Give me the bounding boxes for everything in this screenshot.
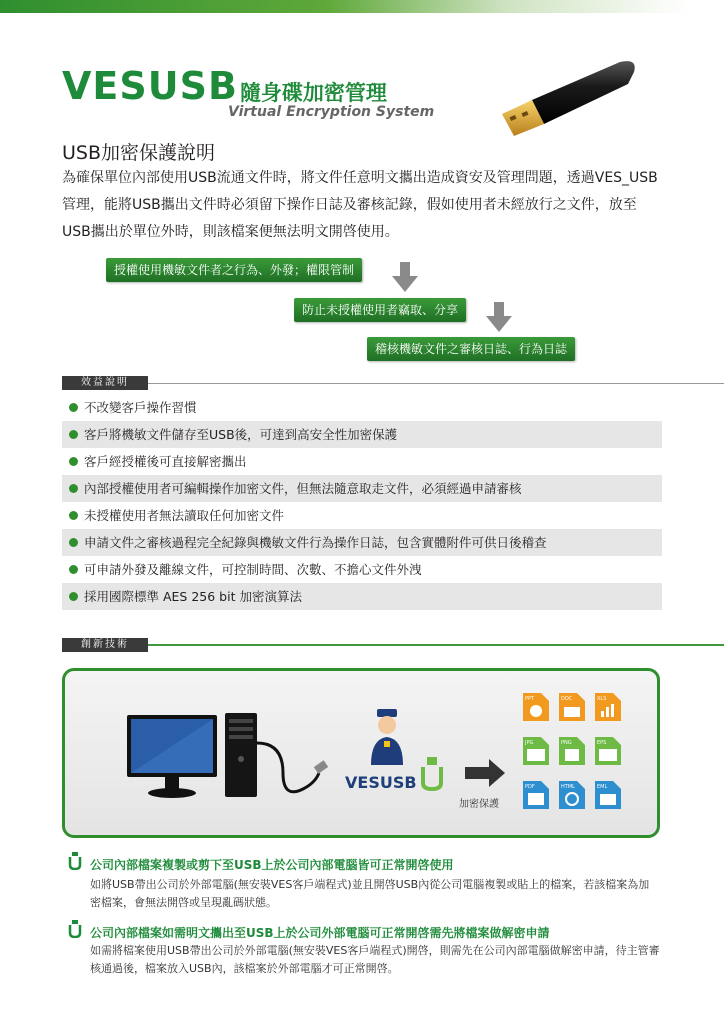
down-arrow-icon — [392, 262, 418, 292]
jpg-file-icon — [521, 735, 551, 767]
logo-tagline: Virtual Encryption System — [228, 104, 435, 120]
innovation-diagram — [62, 668, 660, 838]
bullet-icon — [69, 430, 78, 439]
list-item: 不改變客戶操作習慣 — [62, 394, 662, 421]
top-gradient-bar — [0, 0, 724, 13]
usb-drive-icon — [68, 852, 82, 870]
list-item: 客戶將機敏文件儲存至USB後，可達到高安全性加密保護 — [62, 421, 662, 448]
note-body-2: 如需將檔案使用USB帶出公司於外部電腦(無安裝VES客戶端程式)開啓，則需先在公司內部電腦做解密申請，待主管審核通過後，檔案放入USB內，該檔案於外部電腦才可正常開啓。 — [90, 944, 660, 975]
eml-file-icon — [593, 779, 623, 811]
svg-text:DOC: DOC — [561, 696, 573, 702]
list-item: 採用國際標準 AES 256 bit 加密演算法 — [62, 583, 662, 610]
list-item: 未授權使用者無法讀取任何加密文件 — [62, 502, 662, 529]
usb-drive-icon — [68, 920, 82, 938]
bullet-icon — [69, 538, 78, 547]
list-item: 可申請外發及離線文件，可控制時間、次數、不擔心文件外洩 — [62, 556, 662, 583]
vesusb-label: VESUSB — [345, 773, 417, 792]
bullet-icon — [69, 511, 78, 520]
down-arrow-icon — [486, 302, 512, 332]
svg-text:XLS: XLS — [597, 696, 607, 702]
list-item: 申請文件之審核過程完全紀錄與機敏文件行為操作日誌，包含實體附件可供日後稽查 — [62, 529, 662, 556]
right-arrow-icon — [465, 759, 505, 787]
benefits-title: 效益說明 — [62, 376, 148, 390]
intro-paragraph: 為確保單位內部使用USB流通文件時，將文件任意明文攜出造成資安及管理問題，透過VES_USB管理，能將USB攜出文件時必須留下操作日誌及審核記錄，假如使用者未經放行之文件，放至USB攜出於單位外時，則該檔案便無法明文開啓使用。 — [62, 170, 658, 240]
svg-text:HTML: HTML — [561, 784, 575, 790]
encrypt-protection-label: 加密保護 — [459, 799, 499, 810]
security-guard-icon — [365, 707, 409, 767]
note-title-2: 公司內部檔案如需明文攜出至USB上於公司外部電腦可正常開啓需先將檔案做解密申請 — [90, 926, 550, 940]
note-body-1: 如將USB帶出公司於外部電腦(無安裝VES客戶端程式)並且開啓USB內從公司電腦複製或貼上的檔案，若該檔案為加密檔案，會無法開啓或呈現亂碼狀態。 — [90, 878, 650, 909]
svg-text:EML: EML — [597, 784, 608, 790]
bullet-icon — [69, 484, 78, 493]
svg-text:PDF: PDF — [525, 784, 535, 790]
logo-wordmark: VESUSB — [62, 64, 238, 108]
html-file-icon — [557, 779, 587, 811]
flow-step-1: 授權使用機敏文件者之行為、外發；權限管制 — [106, 258, 362, 282]
flow-step-3: 稽核機敏文件之審核日誌、行為日誌 — [367, 337, 575, 361]
bullet-icon — [69, 565, 78, 574]
ppt-file-icon — [521, 691, 551, 723]
usb-cable-icon — [253, 733, 333, 803]
usb-drive-icon — [421, 757, 443, 791]
monitor-icon — [125, 713, 221, 803]
doc-file-icon — [557, 691, 587, 723]
list-item: 內部授權使用者可編輯操作加密文件，但無法隨意取走文件，必須經過申請審核 — [62, 475, 662, 502]
flow-step-2: 防止未授權使用者竊取、分享 — [294, 298, 466, 322]
svg-text:JPG: JPG — [525, 740, 534, 746]
logo-chinese-title: 隨身碟加密管理 — [239, 81, 387, 105]
innovation-title: 創新技術 — [62, 638, 148, 652]
eps-file-icon — [593, 735, 623, 767]
benefits-list — [62, 394, 662, 610]
section-heading: USB加密保護說明 — [62, 142, 216, 164]
divider — [148, 383, 724, 384]
svg-text:EPS: EPS — [597, 740, 607, 746]
bullet-icon — [69, 592, 78, 601]
brand-logo — [62, 66, 387, 107]
xls-file-icon — [593, 691, 623, 723]
pdf-file-icon — [521, 779, 551, 811]
list-item: 客戶經授權後可直接解密攜出 — [62, 448, 662, 475]
svg-text:PNG: PNG — [561, 740, 572, 746]
usb-stick-image — [492, 52, 642, 142]
divider — [148, 644, 724, 646]
note-title-1: 公司內部檔案複製或剪下至USB上於公司內部電腦皆可正常開啓使用 — [90, 858, 454, 872]
bullet-icon — [69, 457, 78, 466]
svg-text:PPT: PPT — [525, 696, 535, 702]
bullet-icon — [69, 403, 78, 412]
png-file-icon — [557, 735, 587, 767]
